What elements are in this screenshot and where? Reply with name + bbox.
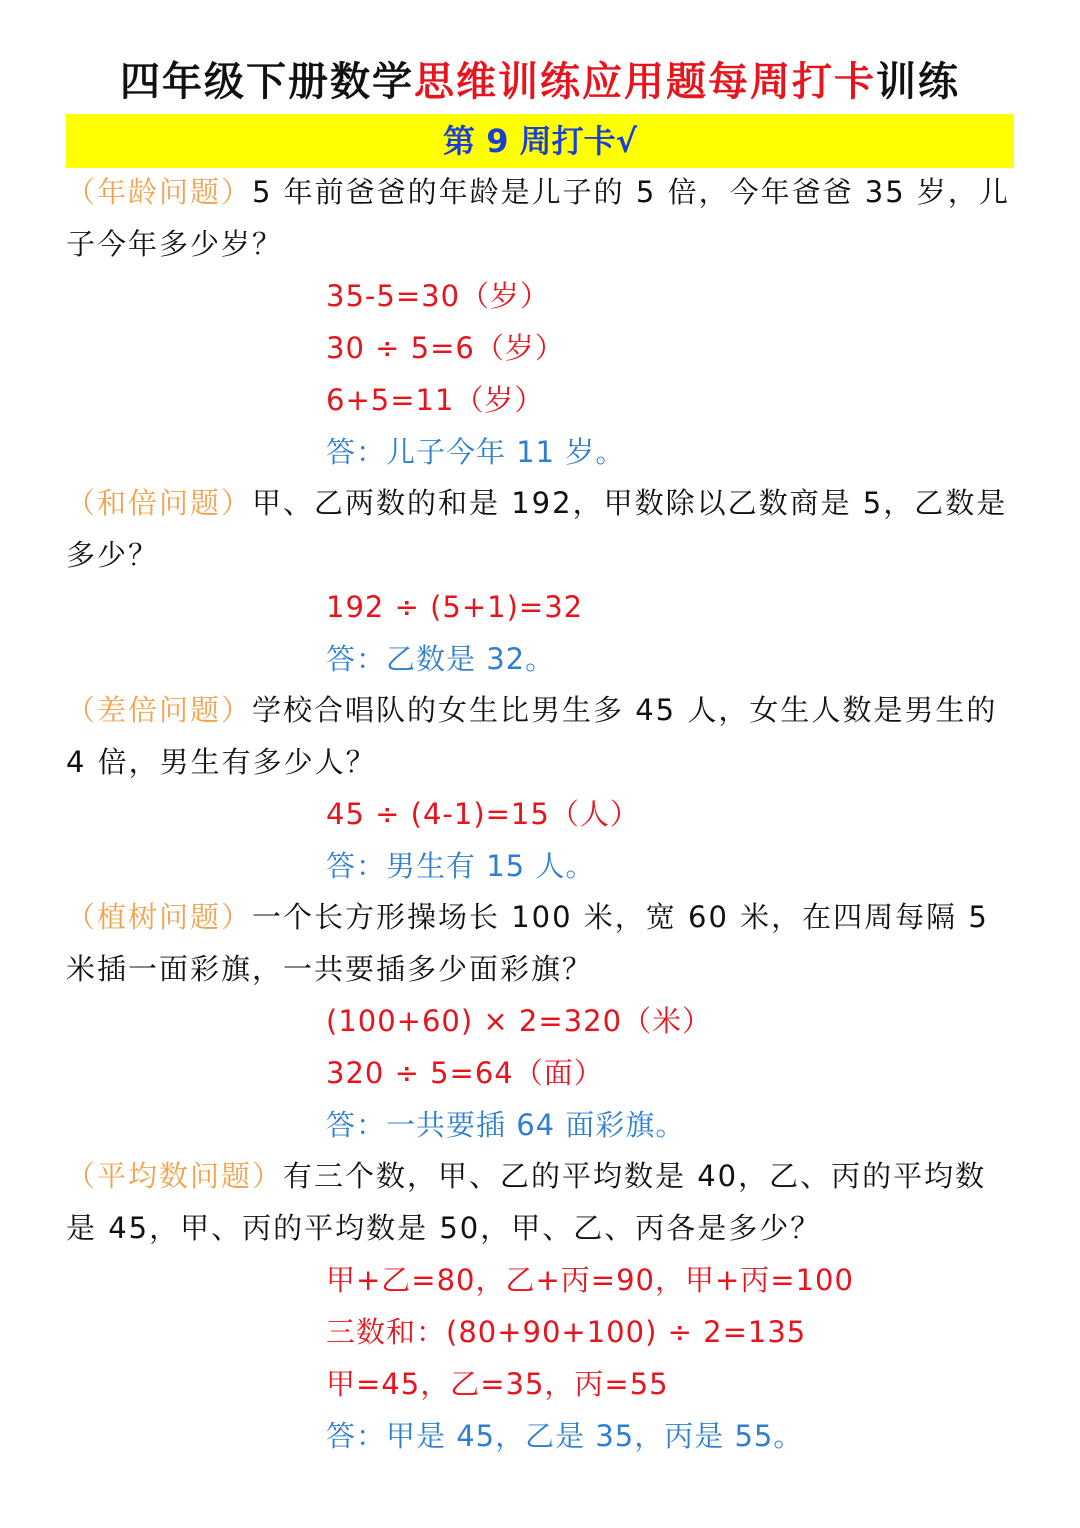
problem-2-question: 甲、乙两数的和是 192，甲数除以乙数商是 5，乙数是多少？ [66,486,1008,572]
problem-4-step-2: 320 ÷ 5=64（面） [326,1056,604,1090]
problem-3-answer: 答：男生有 15 人。 [326,849,596,883]
problem-5-question: 有三个数，甲、乙的平均数是 40，乙、丙的平均数是 45，甲、丙的平均数是 50，甲、乙、丙各是多少？ [66,1159,987,1245]
problem-3-step-1: 45 ÷ (4-1)=15（人） [326,797,640,831]
problem-1-step-2: 30 ÷ 5=6（岁） [326,331,565,365]
problem-4-question: 一个长方形操场长 100 米，宽 60 米，在四周每隔 5 米插一面彩旗，一共要插多少面彩旗？ [66,900,989,986]
problem-5-step-3: 甲=45，乙=35，丙=55 [326,1367,669,1401]
problem-4-text [66,891,1014,995]
problem-5-step-2: 三数和：(80+90+100) ÷ 2=135 [326,1315,807,1349]
problem-5-step-1: 甲+乙=80，乙+丙=90，甲+丙=100 [326,1263,854,1297]
problem-2-text [66,477,1014,581]
problem-1-answer: 答：儿子今年 11 岁。 [326,435,626,469]
problem-2-answer: 答：乙数是 32。 [326,642,556,676]
problem-3-tag: （差倍问题） [66,693,253,727]
problem-5-tag: （平均数问题） [66,1159,284,1193]
problem-4-step-1: (100+60) × 2=320（米） [326,1004,713,1038]
problem-1-step-3: 6+5=11（岁） [326,383,545,417]
problem-1-step-1: 35-5=30（岁） [326,279,551,313]
problem-3-text [66,684,1014,788]
week-banner: 第 9 周打卡√ [66,114,1014,168]
problem-2-tag: （和倍问题） [66,486,253,520]
problem-2-step-1: 192 ÷ (5+1)=32 [326,590,584,624]
page-title [0,52,1080,112]
title-part-3: 训练 [876,59,960,105]
problem-1-tag: （年龄问题） [66,175,253,209]
problem-3-question: 学校合唱队的女生比男生多 45 人，女生人数是男生的 4 倍，男生有多少人？ [66,693,998,779]
problem-5-answer: 答：甲是 45，乙是 35，丙是 55。 [326,1419,804,1453]
problem-1-text [66,166,1014,270]
problem-1-question: 5 年前爸爸的年龄是儿子的 5 倍，今年爸爸 35 岁，儿子今年多少岁？ [66,175,1010,261]
title-part-1: 四年级下册数学 [120,59,414,105]
title-part-2: 思维训练应用题每周打卡 [414,59,876,105]
problem-4-tag: （植树问题） [66,900,253,934]
problem-5-text [66,1150,1014,1254]
problem-4-answer: 答：一共要插 64 面彩旗。 [326,1108,686,1142]
